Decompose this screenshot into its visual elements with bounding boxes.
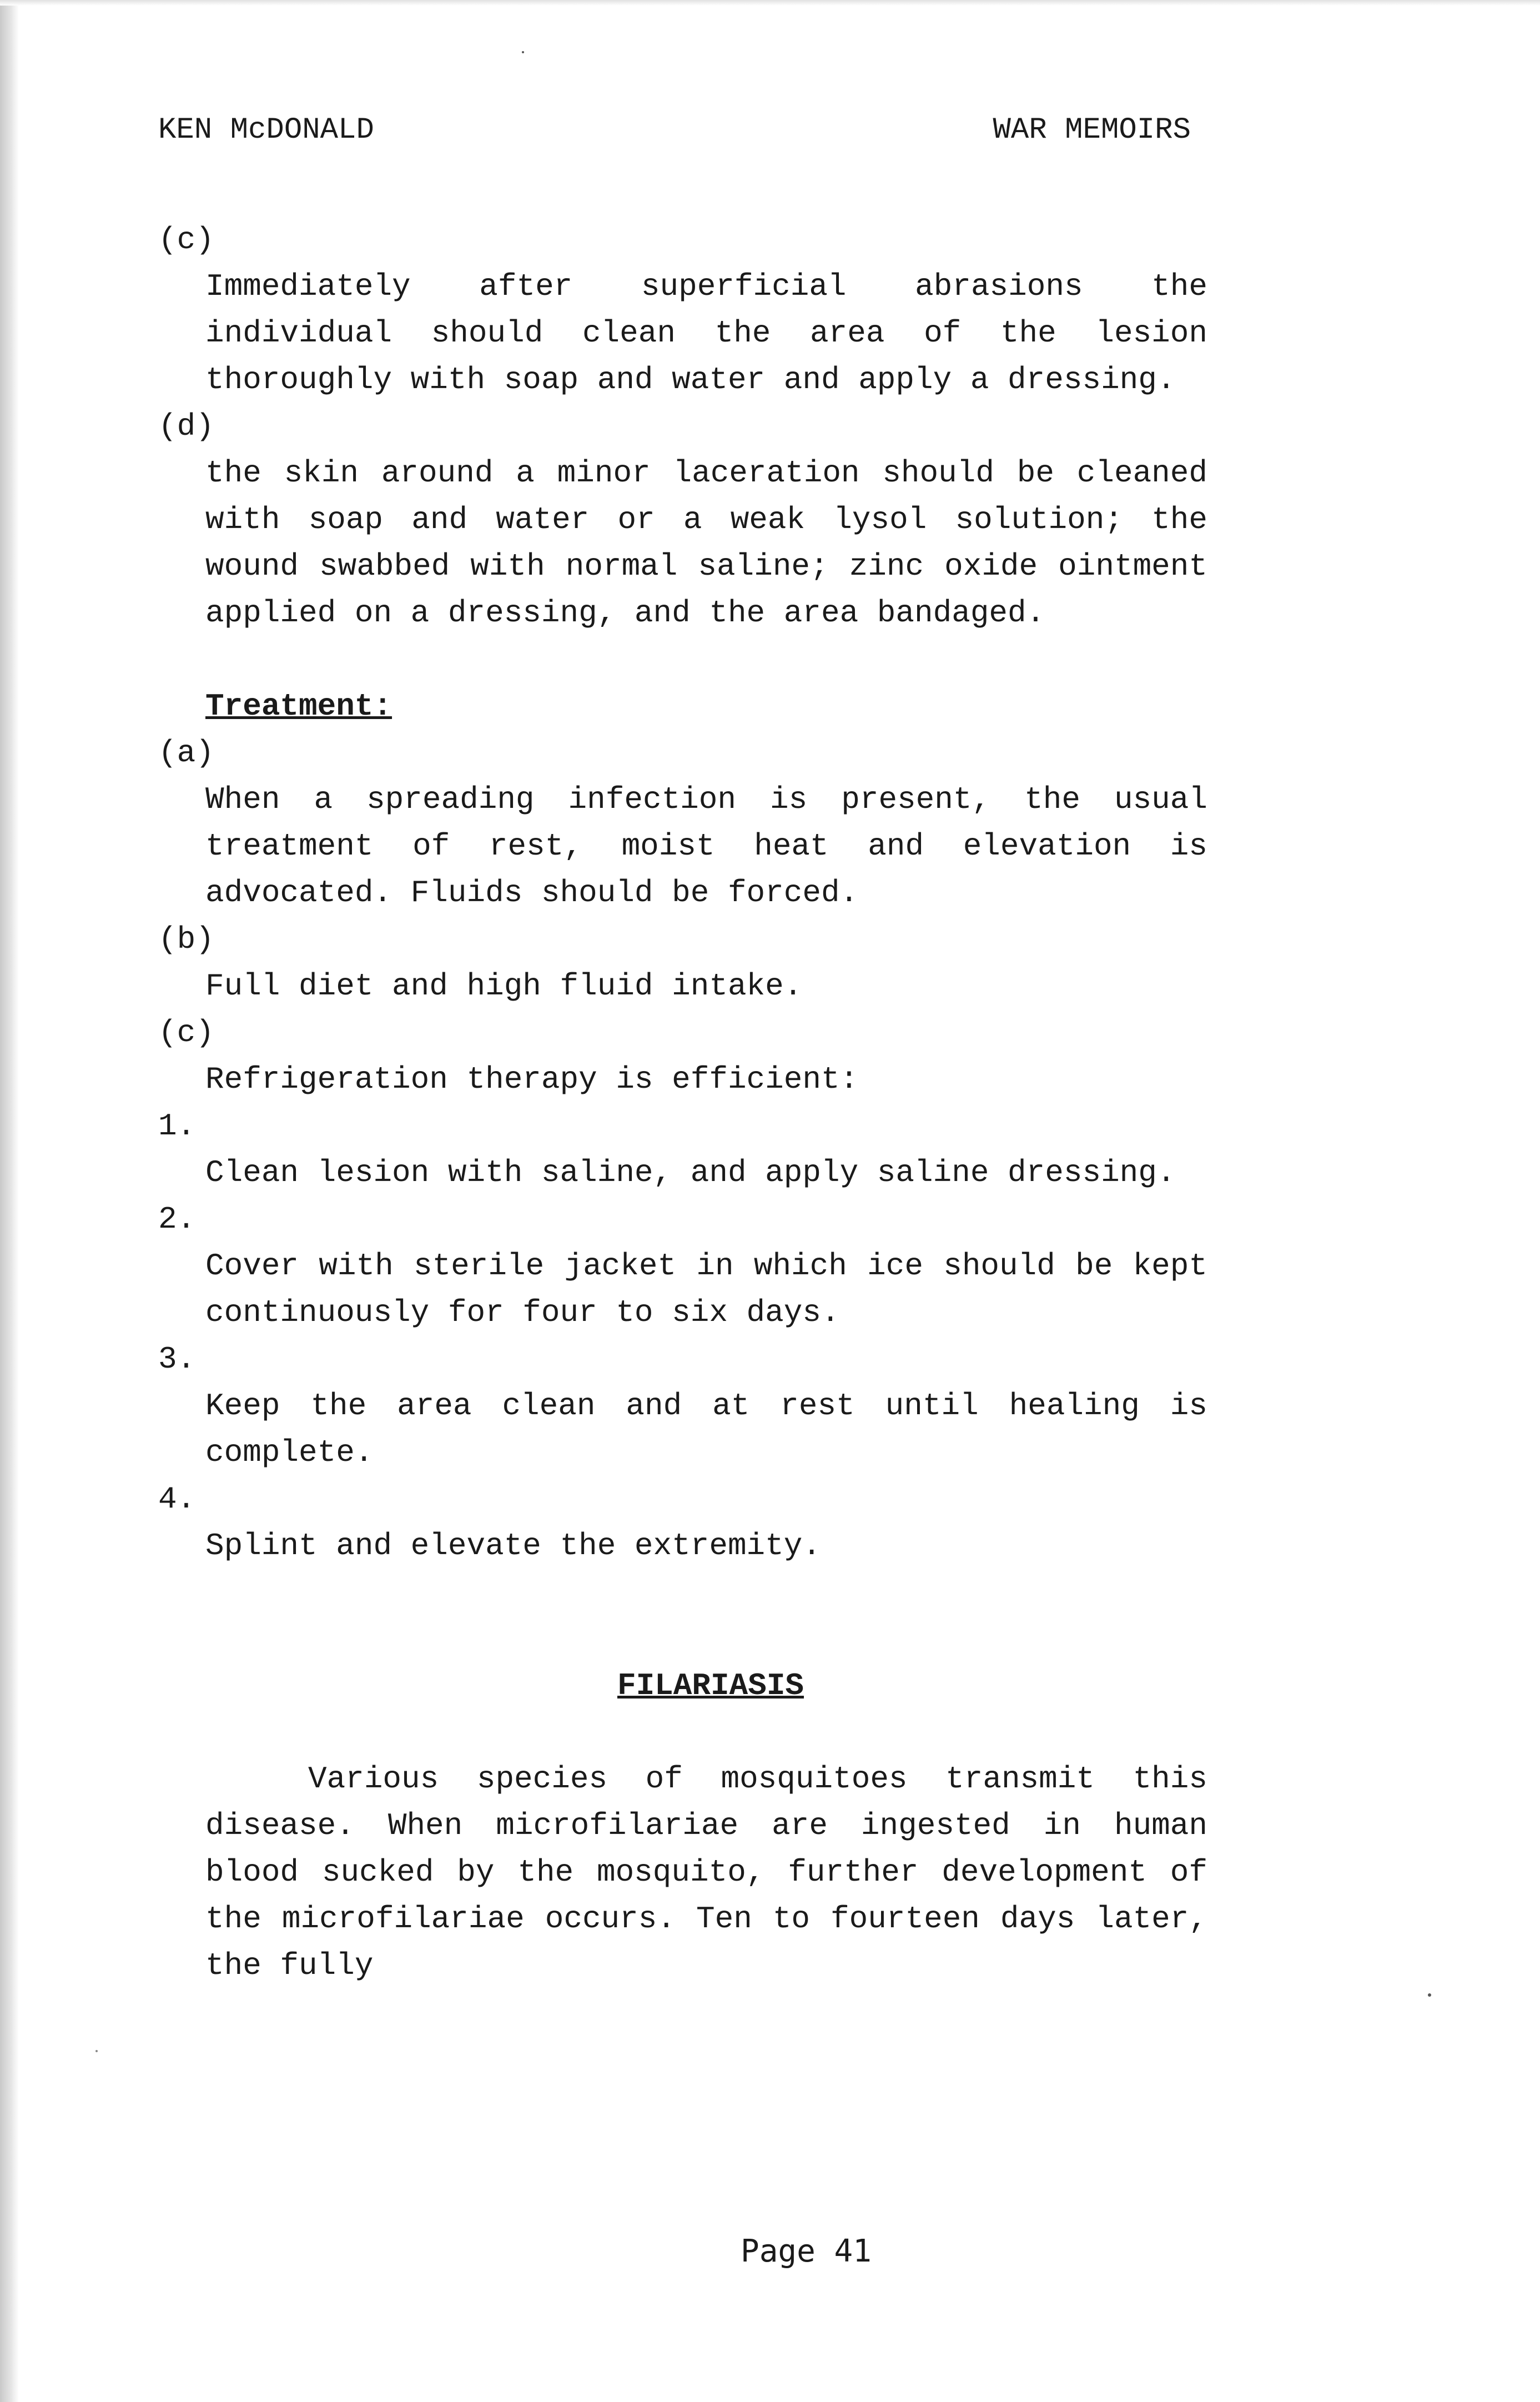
scan-shadow-edge bbox=[0, 0, 19, 2402]
section-heading-filariasis: FILARIASIS bbox=[617, 1668, 804, 1703]
step-marker: 1. bbox=[158, 1108, 196, 1144]
scan-shadow-top bbox=[0, 0, 1540, 6]
item-marker: (c) bbox=[158, 1015, 214, 1051]
step-text: Keep the area clean and at rest until healing is complete. bbox=[205, 1388, 1207, 1470]
item-marker: (b) bbox=[158, 922, 214, 957]
page-footer bbox=[0, 2232, 1540, 2271]
spacer bbox=[158, 1569, 1207, 1616]
spacer bbox=[158, 1616, 1207, 1662]
step-marker: 2. bbox=[158, 1202, 196, 1237]
step-text: Splint and elevate the extremity. bbox=[205, 1528, 821, 1564]
step-text: Clean lesion with saline, and apply saline dressing. bbox=[205, 1155, 1176, 1190]
scan-speck bbox=[522, 51, 524, 53]
item-text: Refrigeration therapy is efficient: bbox=[205, 1062, 859, 1097]
step-marker: 4. bbox=[158, 1481, 196, 1517]
item-text: When a spreading infection is present, the usual treatment of rest, moist heat and elevation is advocated. Fluids should be forced. bbox=[205, 782, 1207, 911]
filariasis-paragraph: Various species of mosquitoes transmit this disease. When microfilariae are ingested in human blood sucked by the mosquito, further development of the microfilariae occurs. Ten to fourteen days later, the fully bbox=[205, 1761, 1207, 1983]
item-text: the skin around a minor laceration should be cleaned with soap and water or a weak lysol solution; the wound swabbed with normal saline; zinc oxide ointment applied on a dressing, and the area bandaged. bbox=[205, 455, 1207, 631]
treatment-heading: Treatment: bbox=[205, 689, 392, 724]
item-marker: (c) bbox=[158, 222, 214, 258]
item-text: Full diet and high fluid intake. bbox=[205, 968, 803, 1004]
item-marker: (d) bbox=[158, 409, 214, 444]
item-marker: (a) bbox=[158, 735, 214, 771]
running-header bbox=[158, 111, 1191, 150]
header-author: KEN McDONALD bbox=[158, 113, 374, 147]
page-number: Page 41 bbox=[740, 2233, 872, 2269]
scan-speck bbox=[1428, 1993, 1431, 1997]
spacer bbox=[158, 636, 1207, 683]
step-marker: 3. bbox=[158, 1341, 196, 1377]
page-body bbox=[158, 217, 1207, 1989]
scan-speck bbox=[95, 2050, 98, 2052]
item-text: Immediately after superficial abrasions the individual should clean the area of the lesion thoroughly with soap and water and apply a dressing. bbox=[205, 269, 1207, 398]
header-title: WAR MEMOIRS bbox=[993, 113, 1191, 147]
step-text: Cover with sterile jacket in which ice should be kept continuously for four to six days. bbox=[205, 1248, 1207, 1330]
spacer bbox=[158, 1709, 1207, 1756]
